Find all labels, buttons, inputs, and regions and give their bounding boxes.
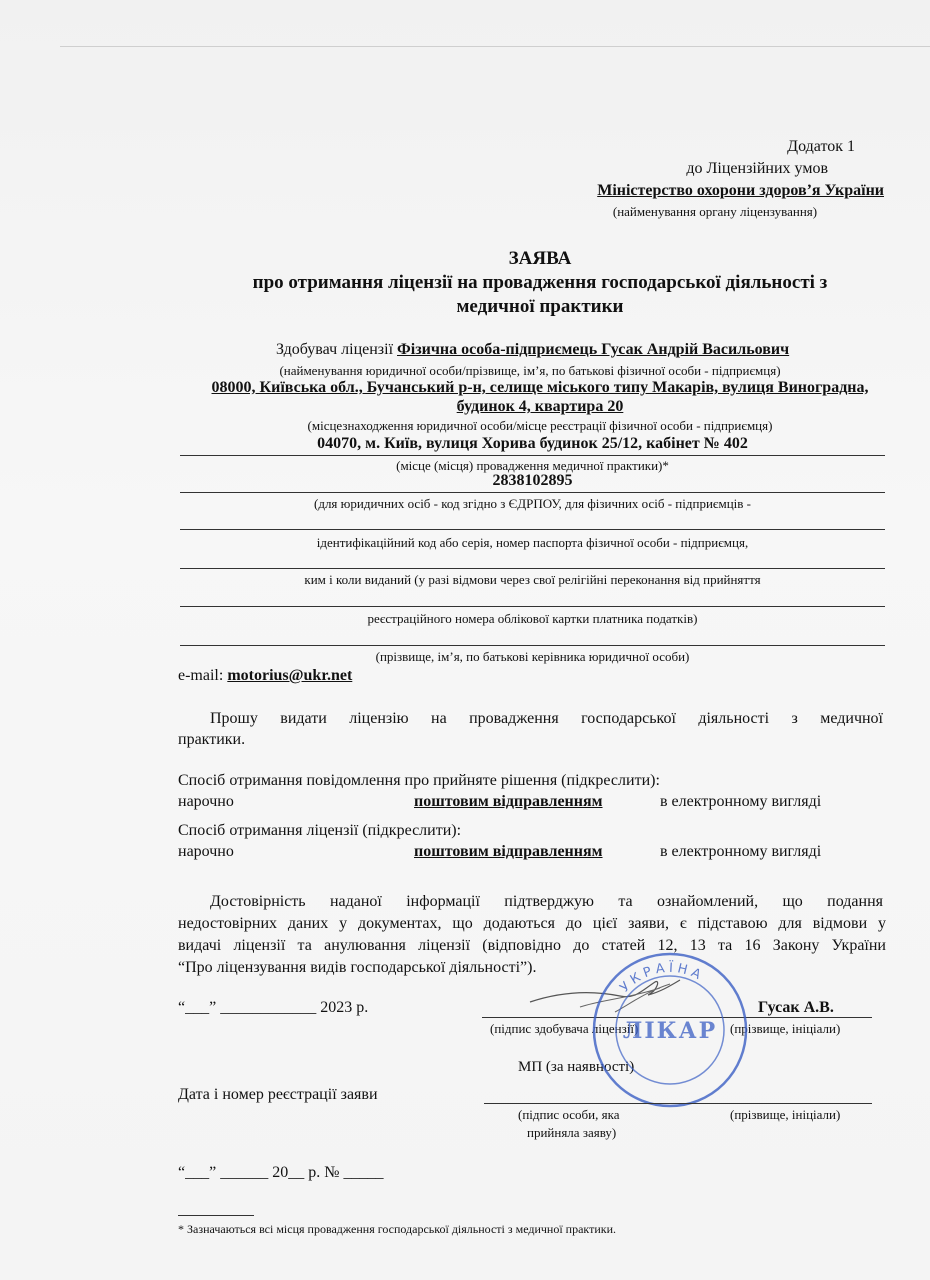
code-caption-3: ким і коли виданий (у разі відмови через свої релігійні переконання від прийняття (304, 572, 761, 587)
code-caption-1: (для юридичних осіб - код згідно з ЄДРПОУ, для фізичних осіб - підприємців - (314, 496, 751, 511)
license-delivery-label: Спосіб отримання ліцензії (підкреслити): (178, 822, 462, 839)
notification-label: Спосіб отримання повідомлення про прийняте рішення (підкреслити): (178, 772, 660, 789)
declaration-line-4: “Про ліцензування видів господарської діяльності”). (178, 959, 537, 976)
practice-place: 04070, м. Київ, вулиця Хорива будинок 25/12, кабінет № 402 (317, 435, 748, 452)
email-address: motorius@ukr.net (227, 667, 353, 684)
request-line-1: Прошу видати ліцензію на провадження господарської діяльності з медичної (210, 710, 883, 727)
email-label: e-mail: (178, 667, 224, 684)
authority-caption: (найменування органу ліцензування) (612, 204, 818, 219)
declaration-line-2: недостовірних даних у документах, що додаються до цієї заяви, є підставою для відмови у (178, 915, 886, 932)
stamp-top-text: УКРАЇНА (617, 960, 707, 996)
applicant-signature-caption: (підпис здобувача ліцензії) (490, 1021, 639, 1036)
registration-name-caption: (прізвище, ініціали) (730, 1107, 841, 1122)
notification-option-hand: нарочно (178, 793, 234, 810)
blank-line-4 (180, 645, 885, 646)
registration-sign-caption-2: прийняла заяву) (527, 1125, 617, 1140)
blank-line-1 (180, 529, 885, 530)
registration-label: Дата і номер реєстрації заяви (178, 1086, 378, 1103)
scan-edge (60, 46, 930, 47)
applicant-label: Здобувач ліцензії (276, 341, 394, 358)
registration-date-number: “___” ______ 20__ р. № _____ (178, 1164, 384, 1181)
notification-option-post: поштовим відправленням (414, 793, 603, 810)
document-subtitle-1: про отримання ліцензії на провадження господарської діяльності з (252, 272, 828, 293)
applicant-name: Фізична особа-підприємець Гусак Андрій Васильович (397, 341, 790, 358)
email-line (178, 667, 578, 685)
document-subtitle-2: медичної практики (456, 296, 624, 317)
license-option-post: поштовим відправленням (414, 843, 603, 860)
official-stamp (590, 950, 750, 1110)
blank-line-3 (180, 606, 885, 607)
applicant-line (276, 341, 896, 359)
code-caption-2: ідентифікаційний код або серія, номер паспорта фізичної особи - підприємця, (316, 535, 749, 550)
practice-place-caption: (місце (місця) провадження медичної практики)* (396, 458, 669, 473)
registration-signature-line (484, 1103, 872, 1104)
license-option-electronic: в електронному вигляді (660, 843, 822, 860)
footnote-separator (178, 1215, 254, 1216)
head-caption: (прізвище, ім’я, по батькові керівника юридичної особи) (375, 649, 690, 664)
appendix-reference: до Ліцензійних умов (686, 160, 828, 177)
licensing-authority: Міністерство охорони здоров’я України (597, 182, 884, 199)
request-line-2: практики. (178, 731, 246, 748)
license-option-hand: нарочно (178, 843, 234, 860)
applicant-address-2: будинок 4, квартира 20 (456, 398, 624, 415)
declaration-line-1: Достовірність наданої інформації підтверджую та ознайомлений, що подання (210, 893, 883, 910)
applicant-short-name: Гусак А.В. (758, 999, 834, 1016)
applicant-name-caption: (найменування юридичної особи/прізвище, ім’я, по батькові фізичної особи - підприємця) (279, 363, 781, 378)
identification-code: 2838102895 (492, 472, 573, 489)
application-date: “___” ____________ 2023 р. (178, 999, 369, 1016)
document-title: ЗАЯВА (508, 248, 572, 269)
footnote-text: * Зазначаються всі місця провадження господарської діяльності з медичної практики. (178, 1222, 617, 1236)
notification-option-electronic: в електронному вигляді (660, 793, 822, 810)
stamp-seal-icon (590, 950, 750, 1110)
code-caption-4: реєстраційного номера облікової картки платника податків) (367, 611, 698, 626)
blank-line-2 (180, 568, 885, 569)
applicant-address-1: 08000, Київська обл., Бучанський р-н, селище міського типу Макарів, вулиця Виноградна, (211, 379, 869, 396)
declaration-line-3: видачі ліцензії та анулювання ліцензії (відповідно до статей 12, 13 та 16 Закону України (178, 937, 886, 954)
registration-sign-caption-1: (підпис особи, яка (518, 1107, 620, 1122)
seal-placeholder: МП (за наявності) (518, 1059, 635, 1075)
practice-place-line (180, 455, 885, 456)
applicant-address-caption: (місцезнаходження юридичної особи/місце реєстрації фізичної особи - підприємця) (307, 418, 773, 433)
stamp-center-text: ЛІКАР (622, 1018, 718, 1044)
applicant-name-caption: (прізвище, ініціали) (730, 1021, 841, 1036)
code-line (180, 492, 885, 493)
appendix-number: Додаток 1 (787, 138, 855, 155)
